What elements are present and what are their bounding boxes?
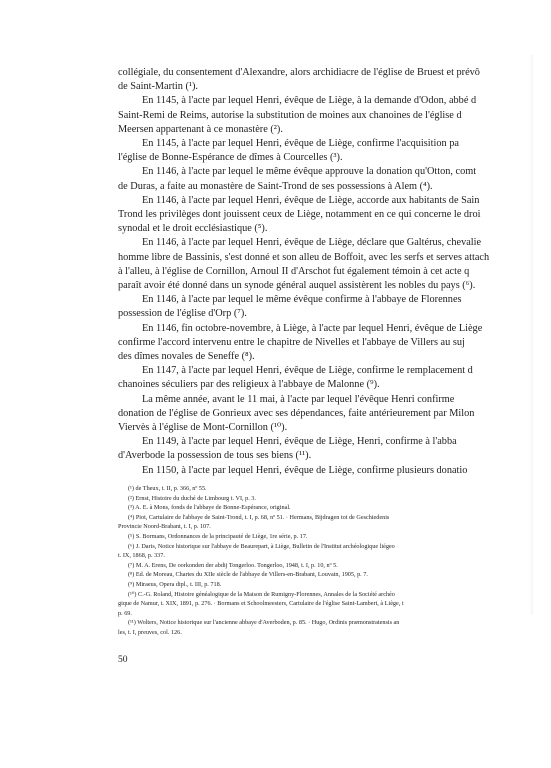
body-line: En 1145, à l'acte par lequel Henri, évêque de Liège, à la demande d'Odon, abbé d <box>142 95 477 107</box>
body-line: des dîmes novales de Seneffe (⁸). <box>118 351 255 363</box>
body-line: En 1146, fin octobre-novembre, à Liège, à l'acte par lequel Henri, évêque de Liège <box>142 322 483 334</box>
body-line: En 1147, à l'acte par lequel Henri, évêque de Liège, confirme le remplacement d <box>142 365 473 377</box>
body-line: collégiale, du consentement d'Alexandre, alors archidiacre de l'église de Bruest et prévô <box>118 67 480 78</box>
body-line: de Duras, a faite au monastère de Saint-Trond de ses possessions à Alem (⁴). <box>118 180 433 192</box>
footnote-line: (⁷) M. A. Erens, De oorkonden der abdij Tongerloo. Tongerloo, 1948, t. I, p. 10, nº 5. <box>128 561 338 569</box>
footnote-line: (³) A. E. à Mons, fonds de l'abbaye de Bonne-Espérance, original. <box>128 504 291 512</box>
footnote-line: les, t. I, preuves, col. 126. <box>118 628 182 636</box>
footnote-line: p. 69. <box>118 609 132 617</box>
body-line: l'église de Bonne-Espérance de dîmes à Courcelles (³). <box>118 152 343 164</box>
body-line: Trond les privilèges dont jouissent ceux de Liège, notamment en ce qui concerne le droi <box>118 209 481 221</box>
footnote-line: t. IX, 1868, p. 337. <box>118 552 165 560</box>
body-line: En 1146, à l'acte par lequel Henri, évêque de Liège, déclare que Galtérus, chevalie <box>142 237 482 249</box>
footnote-line: (⁹) Miraeus, Opera dipl., t. III, p. 718. <box>128 580 222 588</box>
footnote-line: (⁵) S. Bormans, Ordonnances de la principauté de Liège, 1re série, p. 17. <box>128 532 308 540</box>
body-line: chanoines séculiers par des religieux à l'abbaye de Malonne (⁹). <box>118 379 380 391</box>
footnote-line: (⁶) J. Daris, Notice historique sur l'abbaye de Beaurepart, à Liège, Bulletin de l'Institut archéologique liégeo <box>128 542 395 550</box>
body-line: synodal et le droit ecclésiastique (⁵). <box>118 223 268 235</box>
body-line: En 1146, à l'acte par lequel le même évêque approuve la donation qu'Otton, comt <box>142 166 477 178</box>
body-line: Viervès à l'église de Mont-Cornillon (¹⁰). <box>118 422 288 434</box>
footnote-line: (¹⁰) C.-G. Roland, Histoire généalogique de la Maison de Rumigny-Florennes, Annales de la Société archéo <box>128 590 395 598</box>
footnote-line: (²) Ernst, Histoire du duché de Limbourg t. VI, p. 3. <box>128 494 256 502</box>
footnote-line: (⁸) Ed. de Moreau, Chartes du XIIe siècle de l'abbaye de Villers-en-Brabant, Louvain, 1905, p. 7. <box>128 571 368 579</box>
footnote-line: gique de Namur, t. XIX, 1891, p. 276. · Bormans et Schoolmeesters, Cartulaire de l'église Saint-Lambert, à Liège, t <box>118 600 404 608</box>
body-line: Meersen appartenant à ce monastère (²). <box>118 123 283 135</box>
body-line: homme libre de Bassinis, s'est donné et son alleu de Boffoit, avec les serfs et serves attach <box>118 251 490 263</box>
body-line: Saint-Remi de Reims, autorise la substitution de moines aux chanoines de l'église d <box>118 109 462 121</box>
body-line: à l'alleu, à l'église de Cornillon, Arnoul II d'Arschot fut également témoin à cet acte q <box>118 265 470 277</box>
footnote-line: (¹¹) Wolters, Notice historique sur l'ancienne abbaye d'Averboden, p. 85. · Hugo, Ordinis præmonstratensis an <box>128 619 400 627</box>
footnote-line: (¹) de Theux, t. II, p. 366, nº 55. <box>128 485 207 492</box>
body-text <box>118 66 551 478</box>
body-line: donation de l'église de Gonrieux avec ses dépendances, faite antérieurement par Milon <box>118 407 475 419</box>
footnote-line: Provincie Noord-Brabant, t. I, p. 107. <box>118 523 211 531</box>
body-line: En 1149, à l'acte par lequel Henri, évêque de Liège, Henri, confirme à l'abba <box>142 436 457 448</box>
body-line: En 1146, à l'acte par lequel Henri, évêque de Liège, accorde aux habitants de Sain <box>142 194 480 206</box>
body-line: En 1146, à l'acte par lequel le même évêque confirme à l'abbaye de Florennes <box>142 294 462 306</box>
footnotes <box>118 484 551 638</box>
footnote-line: (⁴) Piot, Cartulaire de l'abbaye de Saint-Trond, t. I, p. 68, nº 51. · Hermans, Bijdragen tot de Geschiedenis <box>128 513 390 521</box>
body-line: de Saint-Martin (¹). <box>118 81 199 93</box>
page-number: 50 <box>118 655 128 665</box>
body-line: En 1150, à l'acte par lequel Henri, évêque de Liège, confirme plusieurs donatio <box>142 464 468 476</box>
body-line: En 1145, à l'acte par lequel Henri, évêque de Liège, confirme l'acquisition pa <box>142 138 459 150</box>
body-line: paraît avoir été donné dans un synode général auquel assistèrent les nobles du pays (⁶). <box>118 280 476 292</box>
body-line: La même année, avant le 11 mai, à l'acte par lequel l'évêque Henri confirme <box>142 393 455 405</box>
body-line: possession de l'église d'Orp (⁷). <box>118 308 247 320</box>
body-line: confirme l'accord intervenu entre le chapitre de Nivelles et l'abbaye de Villers au suj <box>118 336 465 348</box>
body-line: d'Averbode la possession de tous ses biens (¹¹). <box>118 450 312 462</box>
